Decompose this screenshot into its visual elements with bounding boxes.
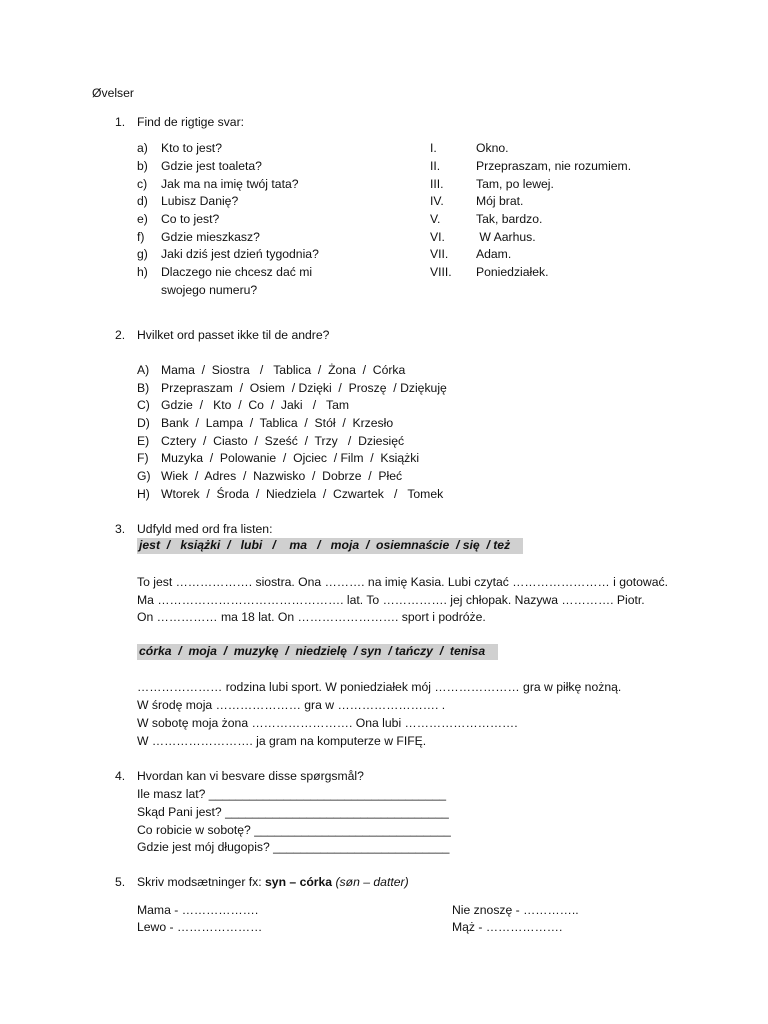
section-3-title: Udfyld med ord fra listen:	[137, 522, 273, 536]
section-5-example: syn – córka	[265, 875, 333, 889]
fill-in-line: W ……………………. ja gram na komputerze w FIFĘ.	[137, 734, 427, 748]
opposite-item: Lewo - …………………	[137, 920, 263, 934]
answer-line: Co robicie w sobotę? _____________________________	[137, 823, 451, 837]
list-item-marker: VII.	[430, 247, 449, 261]
list-item: Dlaczego nie chcesz dać mi	[161, 265, 313, 279]
list-item: Przepraszam, nie rozumiem.	[476, 159, 632, 173]
list-item-marker: C)	[137, 398, 150, 412]
list-item-marker: b)	[137, 159, 148, 173]
list-item: Poniedziałek.	[476, 265, 549, 279]
list-item-marker: f)	[137, 230, 145, 244]
list-item: Jak ma na imię twój tata?	[161, 177, 299, 191]
list-item: Tak, bardzo.	[476, 212, 543, 226]
list-item: Okno.	[476, 141, 509, 155]
fill-in-line: ………………… rodzina lubi sport. W poniedziałek mój ………………… gra w piłkę nożną.	[137, 680, 622, 694]
list-item-marker: a)	[137, 141, 148, 155]
opposite-item: Mama - ……………….	[137, 903, 259, 917]
section-5-title-text: Skriv modsætninger fx:	[137, 875, 266, 889]
list-item-marker: VI.	[430, 230, 445, 244]
list-item: Gdzie / Kto / Co / Jaki / Tam	[161, 398, 350, 412]
page-heading: Øvelser	[92, 86, 134, 100]
list-item-continuation: swojego numeru?	[161, 283, 258, 297]
list-item: Tam, po lewej.	[476, 177, 554, 191]
section-2-number: 2.	[115, 328, 126, 342]
list-item-marker: c)	[137, 177, 148, 191]
list-item: Mama / Siostra / Tablica / Żona / Córka	[161, 363, 406, 377]
list-item-marker: H)	[137, 487, 150, 501]
list-item-marker: B)	[137, 381, 150, 395]
fill-in-line: W sobotę moja żona ……………………. Ona lubi ……………………….	[137, 716, 518, 730]
list-item: Wiek / Adres / Nazwisko / Dobrze / Płeć	[161, 469, 403, 483]
list-item-marker: E)	[137, 434, 150, 448]
fill-in-line: W środę moja ………………… gra w ……………………. .	[137, 698, 446, 712]
list-item: Adam.	[476, 247, 512, 261]
section-4-title: Hvordan kan vi besvare disse spørgsmål?	[137, 769, 364, 783]
list-item-marker: h)	[137, 265, 148, 279]
word-list-1-text: jest / książki / lubi / ma / moja / osiemnaście / się / też	[139, 538, 511, 552]
opposite-item: Nie znoszę - …………..	[452, 903, 579, 917]
section-5-example-translation: (søn – datter)	[332, 875, 409, 889]
list-item: Bank / Lampa / Tablica / Stół / Krzesło	[161, 416, 394, 430]
list-item: Muzyka / Polowanie / Ojciec / Film / Książki	[161, 451, 420, 465]
list-item-marker: G)	[137, 469, 151, 483]
section-1-title: Find de rigtige svar:	[137, 115, 245, 129]
fill-in-line: Ma ………………………………………. lat. To ……………. jej chłopak. Nazywa …………. Piotr.	[137, 593, 645, 607]
list-item-marker: II.	[430, 159, 441, 173]
word-list-1	[137, 538, 523, 554]
list-item-marker: V.	[430, 212, 441, 226]
list-item: Gdzie mieszkasz?	[161, 230, 260, 244]
section-5-number: 5.	[115, 875, 126, 889]
list-item: Co to jest?	[161, 212, 220, 226]
answer-line: Skąd Pani jest? _________________________________	[137, 805, 449, 819]
list-item: Cztery / Ciasto / Sześć / Trzy / Dziesięć	[161, 434, 405, 448]
word-list-2-text: córka / moja / muzykę / niedzielę / syn / tańczy / tenisa	[139, 644, 486, 658]
list-item-marker: IV.	[430, 194, 444, 208]
section-3-number: 3.	[115, 522, 126, 536]
list-item-marker: I.	[430, 141, 437, 155]
answer-line: Gdzie jest mój długopis? __________________________	[137, 840, 450, 854]
list-item: Kto to jest?	[161, 141, 222, 155]
list-item-marker: III.	[430, 177, 444, 191]
list-item: W Aarhus.	[476, 230, 536, 244]
list-item: Przepraszam / Osiem / Dzięki / Proszę / Dziękuję	[161, 381, 447, 395]
list-item: Gdzie jest toaleta?	[161, 159, 262, 173]
list-item: Mój brat.	[476, 194, 524, 208]
list-item: Wtorek / Środa / Niedziela / Czwartek / Tomek	[161, 487, 444, 501]
list-item-marker: d)	[137, 194, 148, 208]
opposite-item: Mąż - ……………….	[452, 920, 563, 934]
section-2-title: Hvilket ord passet ikke til de andre?	[137, 328, 330, 342]
fill-in-line: To jest ………………. siostra. Ona ………. na imię Kasia. Lubi czytać …………………… i gotować.	[137, 575, 668, 589]
list-item-marker: VIII.	[430, 265, 452, 279]
section-1-number: 1.	[115, 115, 126, 129]
list-item-marker: A)	[137, 363, 150, 377]
word-list-2	[137, 644, 498, 660]
list-item: Lubisz Danię?	[161, 194, 239, 208]
list-item-marker: g)	[137, 247, 148, 261]
answer-line: Ile masz lat? ___________________________________	[137, 787, 447, 801]
list-item-marker: F)	[137, 451, 149, 465]
list-item-marker: e)	[137, 212, 148, 226]
list-item-marker: D)	[137, 416, 150, 430]
fill-in-line: On …………… ma 18 lat. On ……………………. sport i podróże.	[137, 610, 486, 624]
list-item: Jaki dziś jest dzień tygodnia?	[161, 247, 319, 261]
section-4-number: 4.	[115, 769, 126, 783]
section-5-title	[137, 874, 409, 891]
